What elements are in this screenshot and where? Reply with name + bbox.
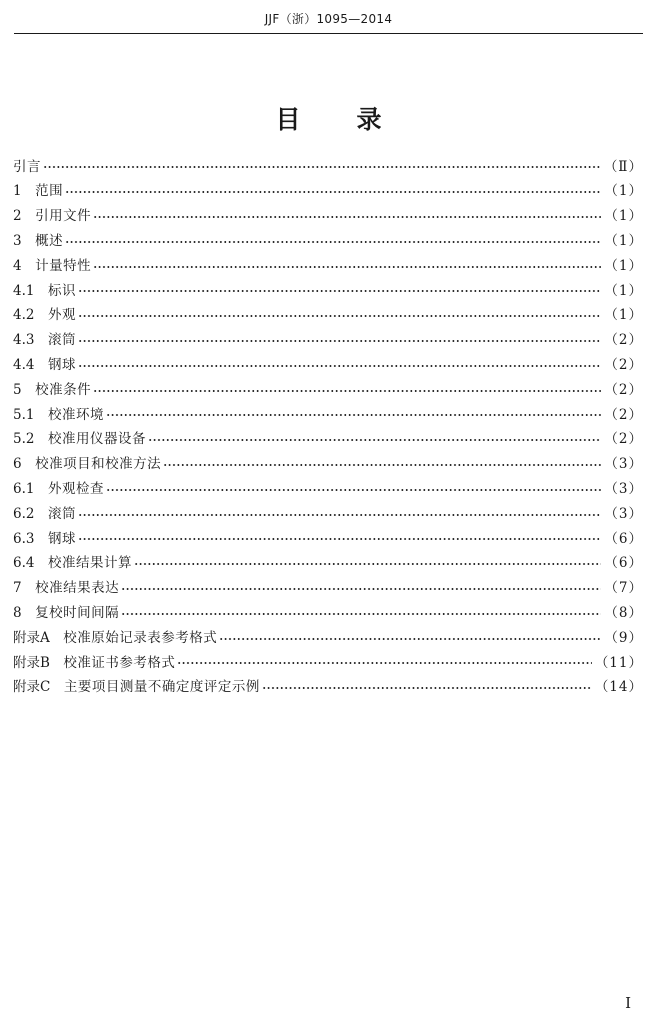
toc-dot-leader <box>78 286 601 296</box>
toc-entry-number: 4.2 <box>13 307 48 324</box>
toc-entry[interactable] <box>13 577 643 602</box>
toc-entry-number: 3 <box>13 233 36 250</box>
toc-entry[interactable] <box>13 651 643 676</box>
toc-entry[interactable] <box>13 329 643 354</box>
toc-entry-number: 附录C <box>13 679 64 696</box>
toc-entry-label: 主要项目测量不确定度评定示例 <box>63 679 260 696</box>
toc-entry-label: 标识 <box>47 282 76 299</box>
toc-entry[interactable] <box>13 353 643 378</box>
toc-dot-leader <box>106 485 601 495</box>
toc-entry-label: 校准原始记录表参考格式 <box>63 629 218 646</box>
toc-entry-label: 滚筒 <box>47 332 76 349</box>
toc-entry-page: （1） <box>604 307 643 324</box>
toc-entry[interactable] <box>13 676 643 701</box>
toc-entry-number: 4.4 <box>13 357 48 374</box>
toc-entry-number: 8 <box>13 604 36 621</box>
toc-entry-number: 6.2 <box>13 505 48 522</box>
toc-entry-page: （8） <box>604 604 643 621</box>
toc-entry-number: 6 <box>13 456 36 473</box>
toc-entry[interactable] <box>13 205 643 230</box>
toc-entry[interactable] <box>13 502 643 527</box>
toc-entry[interactable] <box>13 378 643 403</box>
toc-entry[interactable] <box>13 601 643 626</box>
toc-entry-page: （2） <box>604 381 643 398</box>
toc-entry-page: （2） <box>604 357 643 374</box>
toc-entry[interactable] <box>13 552 643 577</box>
toc-entry[interactable] <box>13 428 643 453</box>
toc-entry-page: （6） <box>604 530 643 547</box>
toc-entry-label: 校准环境 <box>47 406 104 423</box>
toc-entry[interactable] <box>13 304 643 329</box>
toc-entry-number: 2 <box>13 208 36 225</box>
toc-entry-label: 范围 <box>35 183 64 200</box>
toc-dot-leader <box>219 634 601 644</box>
toc-entry-number: 4.3 <box>13 332 48 349</box>
toc-entry-page: （3） <box>604 481 643 497</box>
toc-entry[interactable] <box>13 254 643 279</box>
toc-dot-leader <box>93 212 601 222</box>
toc-entry[interactable] <box>13 626 643 651</box>
toc-entry-label: 校准结果表达 <box>35 580 120 597</box>
toc-entry-number: 6.3 <box>13 530 48 547</box>
toc-entry-page: （1） <box>604 233 643 250</box>
toc-dot-leader <box>121 609 601 619</box>
toc-entry-page: （3） <box>604 505 643 522</box>
toc-dot-leader <box>106 410 601 420</box>
toc-dot-leader <box>78 336 601 346</box>
toc-dot-leader <box>177 658 591 668</box>
toc-dot-leader <box>163 460 601 470</box>
toc-entry-number: 6.1 <box>13 481 48 497</box>
toc-entry-page: （14） <box>594 679 643 696</box>
toc-entry-page: （9） <box>604 629 643 646</box>
toc-dot-leader <box>78 534 601 544</box>
toc-entry-number: 6.4 <box>13 555 48 572</box>
toc-entry-number: 4.1 <box>13 282 48 299</box>
toc-dot-leader <box>65 187 601 197</box>
toc-entry-page: （3） <box>604 456 643 473</box>
toc-entry[interactable] <box>13 180 643 205</box>
toc-entry-label: 引用文件 <box>35 208 92 225</box>
toc-entry-page: （1） <box>604 183 643 200</box>
toc-dot-leader <box>43 162 601 172</box>
toc-entry-number: 1 <box>13 183 36 200</box>
toc-entry-number: 5.1 <box>13 406 48 423</box>
table-of-contents <box>13 155 643 701</box>
toc-entry-page: （2） <box>604 332 643 349</box>
toc-dot-leader <box>65 237 601 247</box>
toc-entry-number: 附录B <box>13 654 64 671</box>
toc-dot-leader <box>93 386 601 396</box>
toc-entry-number: 4 <box>13 257 36 274</box>
toc-entry-page: （7） <box>604 580 643 597</box>
toc-entry-label: 外观检查 <box>47 481 104 497</box>
toc-entry-label: 计量特性 <box>35 257 92 274</box>
toc-entry-page: （1） <box>604 257 643 274</box>
toc-entry-label: 复校时间间隔 <box>35 604 120 621</box>
page-title: 目录 <box>275 105 438 134</box>
toc-entry-label: 引言 <box>13 158 41 175</box>
toc-entry[interactable] <box>13 453 643 478</box>
toc-entry-label: 校准条件 <box>35 381 92 398</box>
toc-dot-leader <box>93 262 601 272</box>
toc-entry-label: 校准项目和校准方法 <box>35 456 162 473</box>
toc-entry-page: （11） <box>594 654 643 671</box>
toc-entry-label: 钢球 <box>47 357 76 374</box>
toc-entry-label: 校准结果计算 <box>47 555 132 572</box>
toc-entry-label: 校准用仪器设备 <box>47 431 146 448</box>
toc-entry-page: （Ⅱ） <box>603 158 643 175</box>
running-header: JJF（浙）1095—2014 <box>264 12 393 26</box>
toc-entry-label: 概述 <box>35 233 64 250</box>
toc-entry-page: （2） <box>604 406 643 423</box>
toc-dot-leader <box>148 435 601 445</box>
toc-dot-leader <box>262 683 592 693</box>
toc-entry-page: （1） <box>604 282 643 299</box>
toc-entry-number: 5.2 <box>13 431 48 448</box>
toc-entry[interactable] <box>13 527 643 552</box>
toc-dot-leader <box>78 510 601 520</box>
toc-entry-page: （6） <box>604 555 643 572</box>
toc-entry-number: 7 <box>13 580 36 597</box>
toc-entry[interactable] <box>13 477 643 502</box>
toc-dot-leader <box>78 361 601 371</box>
toc-entry[interactable] <box>13 155 643 180</box>
toc-entry-page: （1） <box>604 208 643 225</box>
toc-dot-leader <box>121 584 601 594</box>
toc-entry-page: （2） <box>604 431 643 448</box>
toc-entry[interactable] <box>13 403 643 428</box>
toc-entry-number: 附录A <box>13 629 64 646</box>
toc-entry[interactable] <box>13 279 643 304</box>
toc-dot-leader <box>78 311 601 321</box>
toc-entry-label: 校准证书参考格式 <box>63 654 176 671</box>
toc-entry-label: 钢球 <box>47 530 76 547</box>
toc-entry-label: 滚筒 <box>47 505 76 522</box>
toc-entry-label: 外观 <box>47 307 76 324</box>
toc-dot-leader <box>134 559 601 569</box>
page-number: I <box>625 994 631 1012</box>
header-divider <box>14 33 643 34</box>
toc-entry-number: 5 <box>13 381 36 398</box>
toc-entry[interactable] <box>13 229 643 254</box>
